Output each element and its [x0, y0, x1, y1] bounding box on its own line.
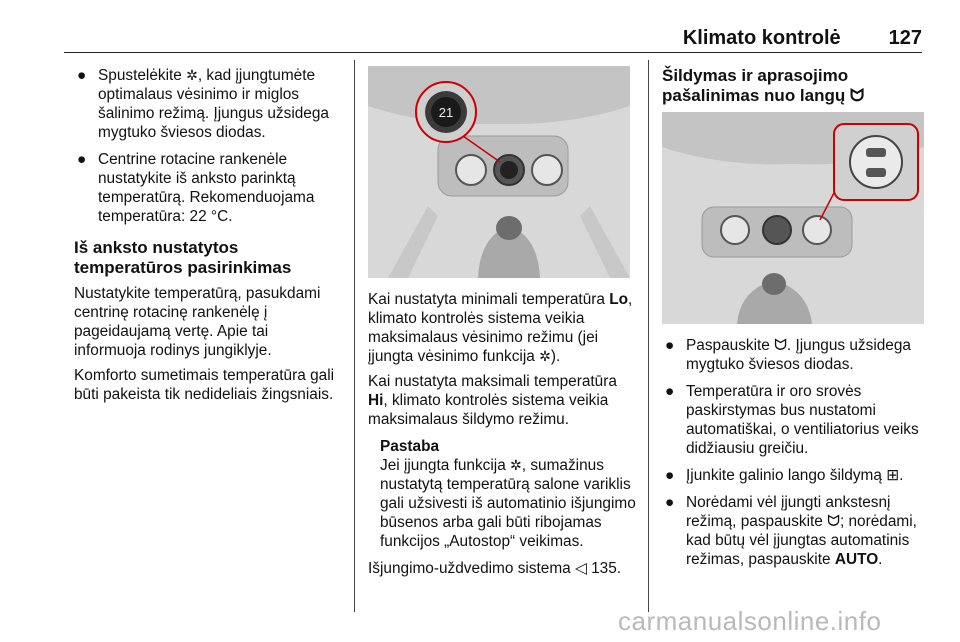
header-rule: [64, 52, 922, 53]
windshield-defrost-icon: ᗢ: [827, 513, 840, 530]
list-item: ● Spustelėkite ✲, kad įjungtumėte optimalaus vėsinimo ir miglos šalinimo režimą. Įjungus užsidega mygtuko šviesos diodas.: [77, 67, 329, 141]
column-3: [662, 66, 927, 577]
column-divider-1: [354, 60, 355, 612]
defrost-controls-image: [662, 112, 924, 324]
bullet-icon: ●: [665, 383, 675, 400]
windshield-defrost-icon: ᗢ: [850, 86, 865, 105]
page-header: [64, 24, 922, 50]
paragraph: Nustatykite temperatūrą, pasukdami centrinę rotacinę rankenėlę į pageidaujamą vertę. Apie tai informuoja rodinys jungiklyje.: [74, 285, 321, 359]
page-number: 127: [888, 27, 922, 49]
cross-reference: Išjungimo-uždvedimo sistema ◁ 135.: [368, 560, 622, 577]
watermark: carmanualsonline.info: [618, 606, 882, 636]
paragraph: Kai nustatyta minimali temperatūra Lo, klimato kontrolės sistema veikia maksimalaus vėsinimo režimu (jei įjungta vėsinimo funkcija ✲).: [368, 291, 633, 365]
windshield-defrost-icon: ᗢ: [774, 337, 787, 354]
dial-display-label: 21: [438, 105, 454, 120]
bullet-list: [74, 66, 344, 226]
column-2: [368, 66, 638, 584]
list-item: ● Įjunkite galinio lango šildymą ⊞.: [665, 467, 904, 484]
page-reference-icon: ◁: [575, 560, 587, 577]
snowflake-icon: ✲: [539, 348, 551, 364]
bullet-icon: ●: [665, 467, 675, 484]
bullet-icon: ●: [77, 67, 87, 84]
list-item: ● Temperatūra ir oro srovės paskirstymas bus nustatomi automatiškai, o ventiliatorius veiks didžiausiu greičiu.: [665, 383, 919, 457]
paragraph: Komforto sumetimais temperatūra gali būti pakeista tik nedideliais žingsniais.: [74, 367, 335, 403]
section-heading: Šildymas ir aprasojimo pašalinimas nuo langų ᗢ: [662, 66, 865, 105]
snowflake-icon: ✲: [510, 457, 522, 473]
bullet-icon: ●: [665, 337, 675, 354]
column-1: [74, 66, 344, 410]
bullet-icon: ●: [665, 494, 675, 511]
note-title: Pastaba: [380, 438, 440, 455]
list-item: ● Centrine rotacine rankenėle nustatykite iš anksto parinktą temperatūrą. Rekomenduojama temperatūra: 22 °C.: [77, 151, 315, 225]
page-title: Klimato kontrolė: [682, 27, 841, 49]
climate-control-image: [368, 66, 630, 278]
list-item: ● Norėdami vėl įjungti ankstesnį režimą, paspauskite ᗢ; norėdami, kad būtų vėl įjungtas automatinis režimas, paspauskite AUTO.: [665, 494, 917, 568]
paragraph: Kai nustatyta maksimali temperatūra Hi, klimato kontrolės sistema veikia maksimalaus šildymo režimu.: [368, 373, 617, 428]
bullet-icon: ●: [77, 151, 87, 168]
bullet-list: [662, 336, 927, 569]
note-text: Jei įjungta funkcija ✲, sumažinus nustatytą temperatūrą salone variklis gali užsivesti iš automatinio išjungimo būsenos arba gali būti ribojamas funkcijos „Autostop“ veikimas.: [380, 457, 636, 550]
note-box: [368, 437, 638, 551]
list-item: ● Paspauskite ᗢ. Įjungus užsidega mygtuko šviesos diodas.: [665, 337, 911, 373]
section-heading: Iš anksto nustatytos temperatūros pasirinkimas: [74, 238, 292, 277]
column-divider-2: [648, 60, 649, 612]
rear-window-heater-icon: ⊞: [886, 467, 900, 484]
snowflake-icon: ✲: [186, 67, 198, 83]
